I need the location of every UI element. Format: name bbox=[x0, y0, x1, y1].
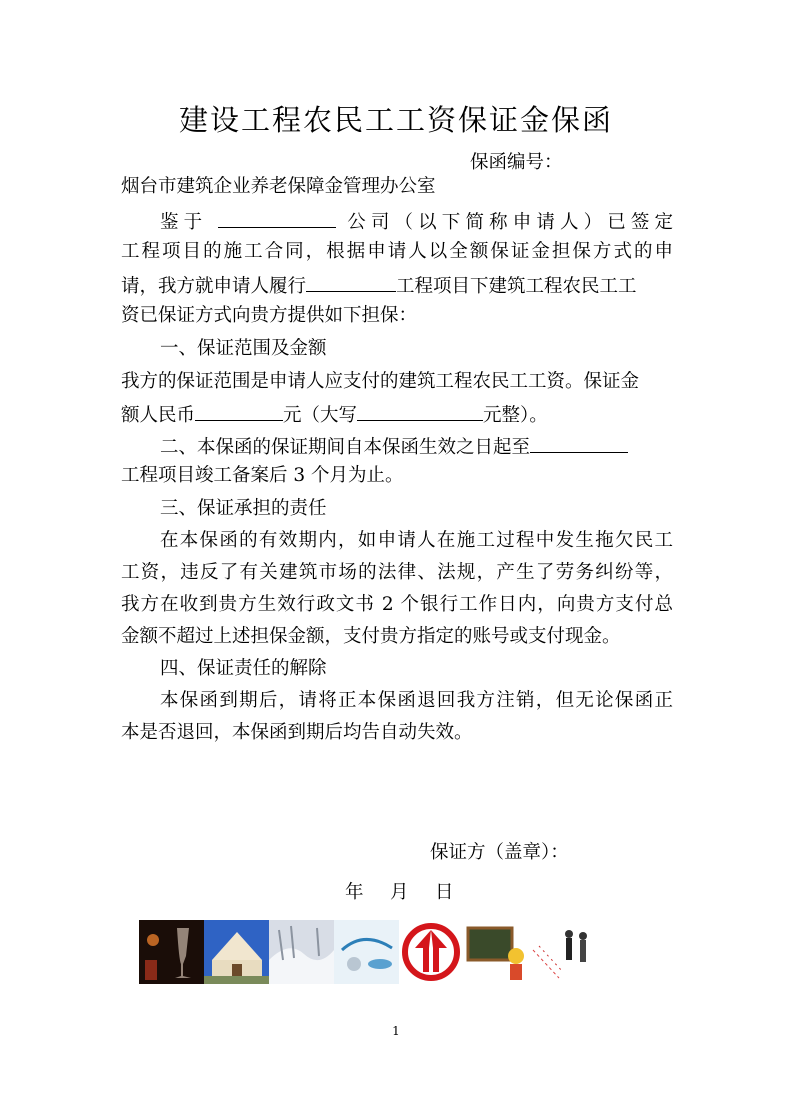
section2-text: 二、本保函的保证期间自本保函生效之日起至 bbox=[160, 437, 531, 458]
intro-text: 请，我方就申请人履行 bbox=[121, 276, 307, 297]
amount-words-blank bbox=[357, 400, 483, 421]
intro-line-3 bbox=[121, 271, 673, 300]
section3-line-2: 工资，违反了有关建筑市场的法律、法规，产生了劳务纠纷等， bbox=[121, 562, 673, 583]
period-blank bbox=[530, 432, 628, 453]
business-people-image bbox=[529, 920, 594, 984]
intro-text: 公司（以下简称申请人）已签定 bbox=[347, 212, 673, 233]
chalkboard-image bbox=[464, 920, 529, 984]
section1-text: 元（大写 bbox=[283, 405, 358, 426]
intro-text: 工程项目下建筑工程农民工工 bbox=[396, 276, 637, 297]
addressee: 烟台市建筑企业养老保障金管理办公室 bbox=[121, 176, 436, 197]
section3-line-3: 我方在收到贵方生效行政文书 2 个银行工作日内，向贵方支付总 bbox=[121, 594, 673, 615]
intro-line-4: 资已保证方式向贵方提供如下担保： bbox=[121, 305, 418, 326]
section1-text: 额人民币 bbox=[121, 405, 196, 426]
guarantor-seal-label: 保证方（盖章）： bbox=[430, 842, 569, 863]
decorative-image-strip bbox=[139, 920, 594, 984]
section4-line-2: 本是否退回，本保函到期后均告自动失效。 bbox=[121, 722, 473, 743]
project-blank bbox=[306, 271, 396, 292]
section3-heading: 三、保证承担的责任 bbox=[160, 498, 327, 519]
intro-line-2: 工程项目的施工合同，根据申请人以全额保证金担保方式的申 bbox=[121, 241, 673, 262]
building-image bbox=[204, 920, 269, 984]
section2-line-1 bbox=[160, 432, 673, 461]
page-number: 1 bbox=[392, 1024, 400, 1038]
guarantee-number-label: 保函编号： bbox=[470, 152, 563, 173]
company-blank bbox=[218, 207, 336, 228]
section1-line-1: 我方的保证范围是申请人应支付的建筑工程农民工工资。保证金 bbox=[121, 371, 640, 392]
stethoscope-image bbox=[334, 920, 399, 984]
amount-blank bbox=[195, 400, 283, 421]
section4-heading: 四、保证责任的解除 bbox=[160, 658, 327, 679]
section2-line-2: 工程项目竣工备案后 3 个月为止。 bbox=[121, 465, 404, 486]
wine-glass-image bbox=[139, 920, 204, 984]
section1-heading: 一、保证范围及金额 bbox=[160, 338, 327, 359]
snow-landscape-image bbox=[269, 920, 334, 984]
section4-line-1: 本保函到期后，请将正本保函退回我方注销，但无论保函正 bbox=[160, 690, 673, 711]
intro-text: 鉴于 bbox=[160, 212, 208, 233]
red-logo-image bbox=[399, 920, 464, 984]
section3-line-1: 在本保函的有效期内，如申请人在施工过程中发生拖欠民工 bbox=[160, 530, 673, 551]
document-title: 建设工程农民工工资保证金保函 bbox=[178, 103, 613, 137]
intro-line-1 bbox=[160, 207, 673, 236]
section3-line-4: 金额不超过上述担保金额，支付贵方指定的账号或支付现金。 bbox=[121, 626, 621, 647]
section1-line-2 bbox=[121, 400, 673, 429]
section1-text: 元整）。 bbox=[483, 405, 548, 426]
date-line: 年 月 日 bbox=[345, 882, 458, 903]
